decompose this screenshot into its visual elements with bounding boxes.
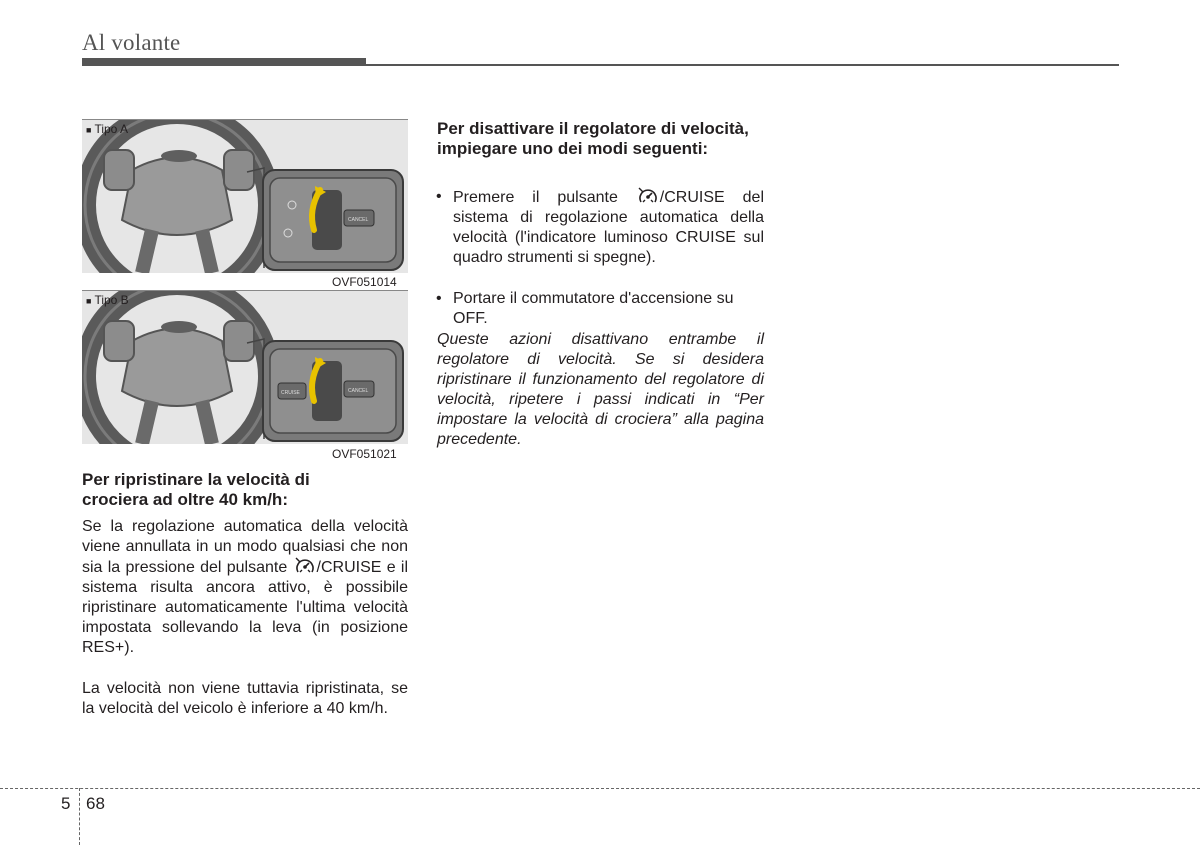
cruise-icon bbox=[294, 557, 316, 575]
chapter-number: 5 bbox=[61, 794, 71, 813]
footer-divider bbox=[79, 788, 80, 845]
figure-label: Tipo A bbox=[94, 122, 129, 136]
figure-button-right: CANCEL bbox=[348, 217, 369, 223]
steering-wheel-illustration bbox=[82, 120, 408, 273]
section-heading: Per disattivare il regolatore di velocità, impiegare uno dei modi seguenti: bbox=[437, 119, 749, 158]
footer-rule bbox=[0, 788, 1200, 789]
steering-wheel-illustration bbox=[82, 291, 408, 444]
figure-code: OVF051021 bbox=[332, 447, 397, 461]
header-rule-accent bbox=[82, 58, 366, 66]
figure-code: OVF051014 bbox=[332, 275, 397, 289]
figure-tipo-a: CANCEL ■ Tipo A bbox=[82, 120, 408, 273]
figure-tipo-b: CRUISE CANCEL ■ Tipo B bbox=[82, 291, 408, 444]
figure-button-left: CRUISE bbox=[281, 390, 300, 396]
page-header-title: Al volante bbox=[82, 30, 181, 55]
figure-button-right: CANCEL bbox=[348, 388, 369, 394]
body-paragraph: La velocità non viene tuttavia ripristinata, se la velocità del veicolo è inferiore a 40 km/h. bbox=[82, 680, 408, 717]
cruise-icon bbox=[637, 187, 659, 205]
body-paragraph: Se la regolazione automatica della velocità viene annullata in un modo qualsiasi che non sia la pressione del pulsante /CRUISE e il sistema risulta ancora attivo, è possibile ripristinare automaticamente l'ultima velocità impostata sollevando la leva (in posizione RES+). bbox=[82, 518, 408, 656]
note-paragraph: Queste azioni disattivano entrambe il regolatore di velocità. Se si desidera ripristinare il funzionamento del regolatore di velocità, ripetere i passi indicati in “Per impostare la velocità di crociera” alla pagina precedente. bbox=[437, 331, 764, 448]
figure-label: Tipo B bbox=[94, 293, 129, 307]
bullet-item: • Portare il commutatore d'accensione su OFF. bbox=[436, 290, 734, 327]
page-number: 68 bbox=[86, 794, 105, 813]
section-heading: Per ripristinare la velocità di crociera ad oltre 40 km/h: bbox=[82, 470, 310, 509]
bullet-item: • Premere il pulsante /CRUISE del sistema di regolazione automatica della velocità (l'indicatore luminoso CRUISE sul quadro strumenti si spegne). bbox=[436, 188, 764, 266]
